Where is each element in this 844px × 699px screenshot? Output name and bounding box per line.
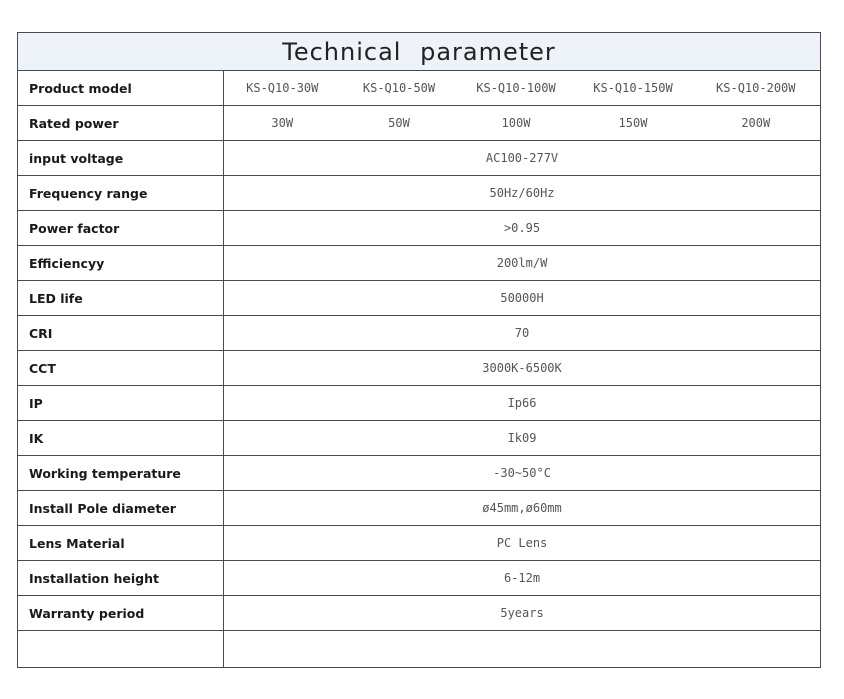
row-value: PC Lens	[224, 526, 821, 561]
table-row	[18, 281, 821, 316]
power-cell: 100W	[458, 106, 575, 141]
row-label: CCT	[18, 351, 224, 386]
row-value: 200lm/W	[224, 246, 821, 281]
table-row	[18, 141, 821, 176]
table-row	[18, 491, 821, 526]
row-value: 3000K-6500K	[224, 351, 821, 386]
model-cell: KS-Q10-200W	[692, 71, 821, 106]
empty-label-cell	[18, 631, 224, 668]
row-label: IK	[18, 421, 224, 456]
row-label: Rated power	[18, 106, 224, 141]
table-row	[18, 561, 821, 596]
row-value: 50Hz/60Hz	[224, 176, 821, 211]
table-row-product-model	[18, 71, 821, 106]
table-row	[18, 386, 821, 421]
row-label: Efficiencyy	[18, 246, 224, 281]
empty-value-cell	[224, 631, 821, 668]
table-row	[18, 176, 821, 211]
power-cell: 30W	[224, 106, 341, 141]
row-label: Frequency range	[18, 176, 224, 211]
row-value: ø45mm,ø60mm	[224, 491, 821, 526]
table-row	[18, 526, 821, 561]
row-value: 70	[224, 316, 821, 351]
model-cell: KS-Q10-50W	[341, 71, 458, 106]
row-value: 5years	[224, 596, 821, 631]
row-label: Power factor	[18, 211, 224, 246]
table-row-rated-power	[18, 106, 821, 141]
table-row-empty	[18, 631, 821, 668]
row-label: Lens Material	[18, 526, 224, 561]
table-row	[18, 421, 821, 456]
power-cell: 150W	[575, 106, 692, 141]
row-value: Ip66	[224, 386, 821, 421]
table-row	[18, 246, 821, 281]
row-label: Working temperature	[18, 456, 224, 491]
row-label: CRI	[18, 316, 224, 351]
table-title: Technical parameter	[18, 33, 821, 71]
row-value: 50000H	[224, 281, 821, 316]
model-cell: KS-Q10-30W	[224, 71, 341, 106]
row-value: -30~50°C	[224, 456, 821, 491]
table-row	[18, 316, 821, 351]
row-value: 6-12m	[224, 561, 821, 596]
table-row	[18, 211, 821, 246]
power-cell: 200W	[692, 106, 821, 141]
table-row	[18, 596, 821, 631]
row-label: LED life	[18, 281, 224, 316]
row-value: Ik09	[224, 421, 821, 456]
row-value: >0.95	[224, 211, 821, 246]
table-row	[18, 456, 821, 491]
table-row	[18, 351, 821, 386]
row-label: Installation height	[18, 561, 224, 596]
row-label: input voltage	[18, 141, 224, 176]
technical-parameter-table	[17, 32, 821, 668]
row-label: IP	[18, 386, 224, 421]
row-label: Product model	[18, 71, 224, 106]
model-cell: KS-Q10-150W	[575, 71, 692, 106]
model-cell: KS-Q10-100W	[458, 71, 575, 106]
spec-sheet	[17, 32, 820, 668]
row-label: Install Pole diameter	[18, 491, 224, 526]
row-label: Warranty period	[18, 596, 224, 631]
power-cell: 50W	[341, 106, 458, 141]
row-value: AC100-277V	[224, 141, 821, 176]
